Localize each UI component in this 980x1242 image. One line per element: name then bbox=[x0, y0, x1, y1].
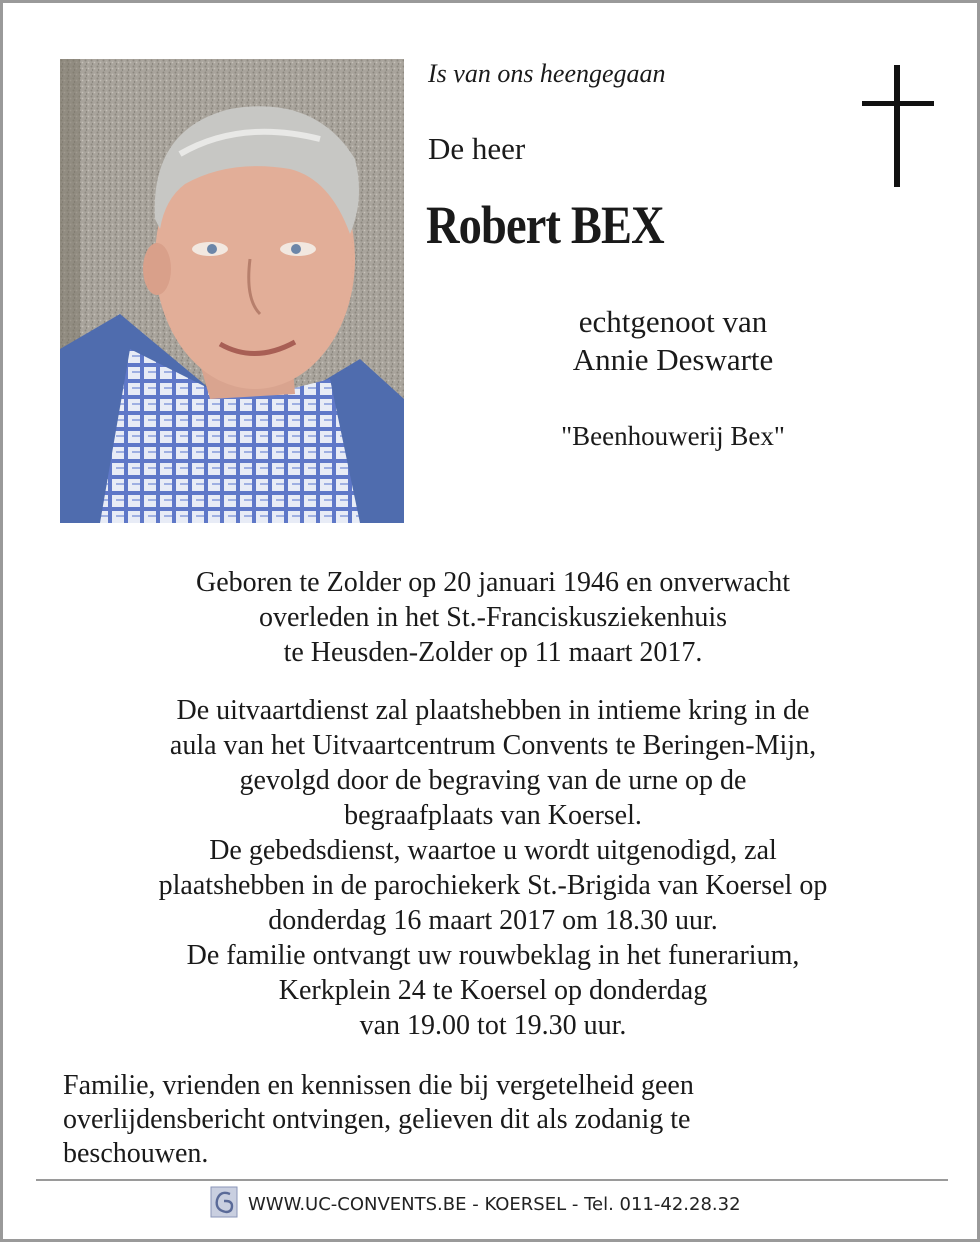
portrait-photo bbox=[60, 59, 404, 523]
text-line: De gebedsdienst, waartoe u wordt uitgenodigd, zal bbox=[209, 835, 777, 866]
spouse-relation: echtgenoot van bbox=[578, 304, 768, 339]
deceased-name: Robert BEX bbox=[426, 195, 664, 255]
text-line: begraafplaats van Koersel. bbox=[344, 800, 642, 831]
footer-contact[interactable]: WWW.UC-CONVENTS.BE - KOERSEL - Tel. 011-42.28.32 bbox=[248, 1193, 741, 1215]
spouse-info bbox=[473, 303, 873, 379]
intro-line: Is van ons heengegaan bbox=[428, 59, 666, 88]
funeral-home-logo-icon bbox=[210, 1186, 238, 1222]
text-line: Familie, vrienden en kennissen die bij vergetelheid geen bbox=[63, 1070, 694, 1101]
footer-divider bbox=[36, 1179, 948, 1181]
text-line: van 19.00 tot 19.30 uur. bbox=[359, 1010, 627, 1041]
text-line: aula van het Uitvaartcentrum Convents te Beringen-Mijn, bbox=[169, 730, 817, 761]
text-line: De uitvaartdienst zal plaatshebben in intieme kring in de bbox=[176, 695, 810, 726]
text-line: Kerkplein 24 te Koersel op donderdag bbox=[278, 975, 708, 1006]
text-line: beschouwen. bbox=[63, 1138, 209, 1169]
funeral-paragraph bbox=[43, 693, 943, 1043]
text-line: overlijdensbericht ontvingen, gelieven dit als zodanig te bbox=[63, 1104, 691, 1135]
text-line: te Heusden-Zolder op 11 maart 2017. bbox=[283, 637, 703, 668]
spouse-name: Annie Deswarte bbox=[572, 342, 774, 377]
text-line: Geboren te Zolder op 20 januari 1946 en onverwacht bbox=[195, 567, 790, 598]
notice-paragraph bbox=[63, 1069, 943, 1171]
text-line: overleden in het St.-Franciskusziekenhuis bbox=[258, 602, 728, 633]
text-line: plaatshebben in de parochiekerk St.-Brigida van Koersel op bbox=[158, 870, 828, 901]
birth-death-paragraph bbox=[43, 565, 943, 670]
text-line: De familie ontvangt uw rouwbeklag in het funerarium, bbox=[186, 940, 800, 971]
honorific: De heer bbox=[428, 131, 526, 166]
text-line: gevolgd door de begraving van de urne op de bbox=[239, 765, 747, 796]
footer bbox=[210, 1187, 741, 1221]
text-line: donderdag 16 maart 2017 om 18.30 uur. bbox=[268, 905, 718, 936]
cross-icon bbox=[858, 63, 938, 197]
business-nickname: "Beenhouwerij Bex" bbox=[561, 421, 785, 451]
